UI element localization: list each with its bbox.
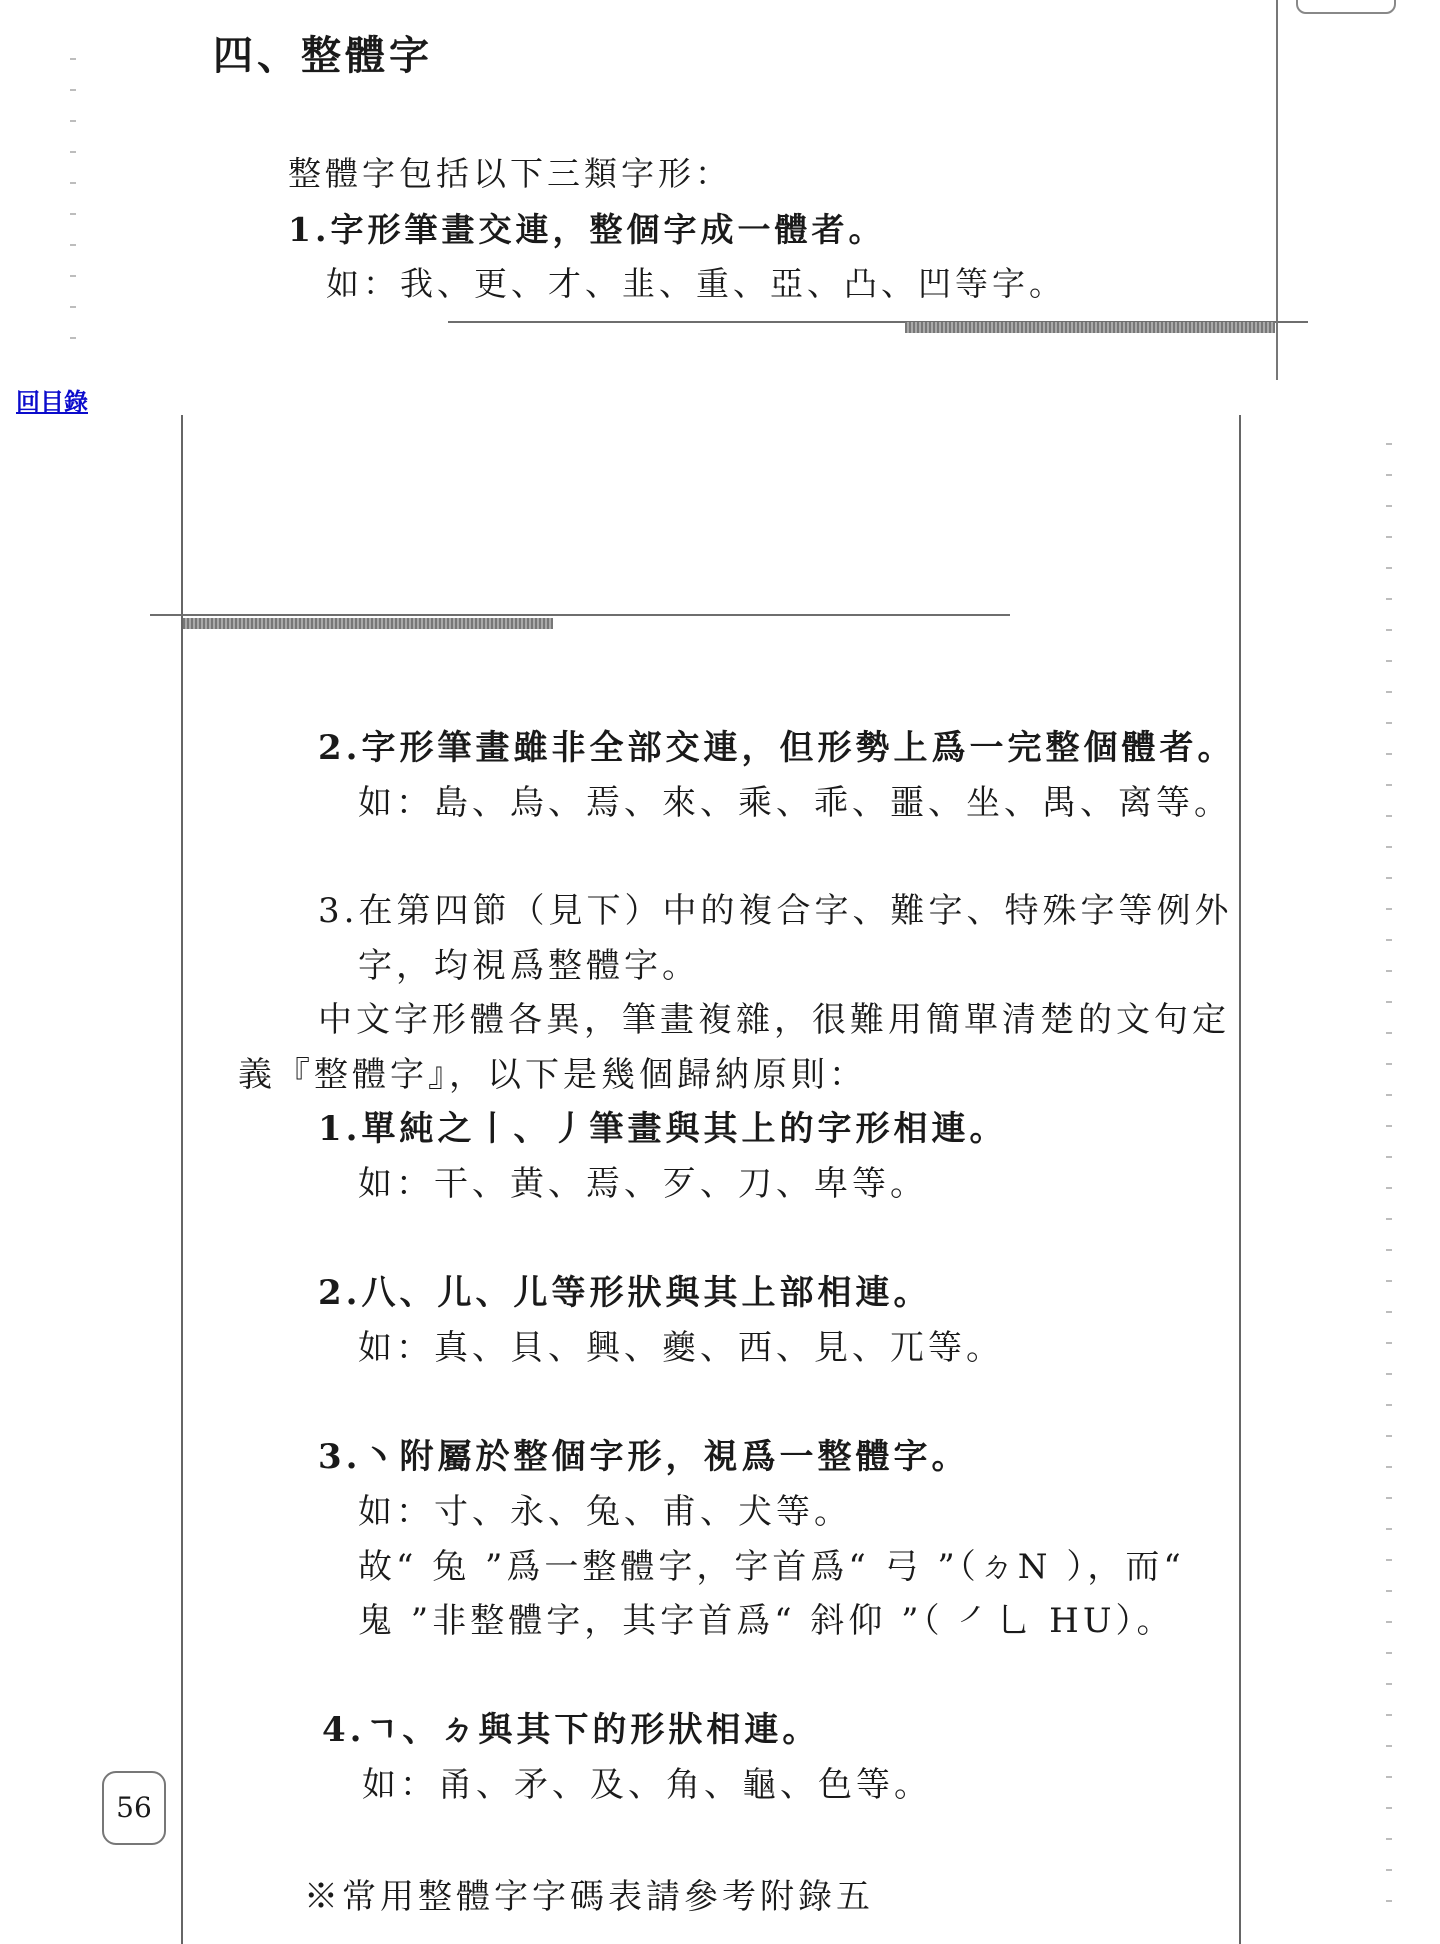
footnote: ※常用整體字字碼表請參考附錄五 bbox=[304, 1877, 874, 1917]
category-item-2: 2.字形筆畫雖非全部交連，但形勢上爲一完整個體者。 bbox=[318, 728, 1236, 768]
principle-1-example: 如：干、黄、焉、歹、刀、卑等。 bbox=[358, 1164, 928, 1204]
intro-text: 整體字包括以下三類字形： bbox=[288, 154, 732, 193]
category-item-2-example: 如：島、烏、焉、來、乘、乖、噩、坐、禺、离等。 bbox=[358, 783, 1232, 823]
category-item-1-example: 如：我、更、才、韭、重、亞、凸、凹等字。 bbox=[326, 264, 1066, 303]
page-fragment-top bbox=[0, 0, 1440, 380]
principle-4-example: 如：甬、矛、及、角、龜、色等。 bbox=[362, 1765, 932, 1805]
category-item-3-line2: 字，均視爲整體字。 bbox=[358, 946, 700, 986]
page-border-right bbox=[1239, 415, 1241, 1944]
principle-4: 4.ㄱ、ㄉ與其下的形狀相連。 bbox=[322, 1710, 821, 1750]
principle-2-example: 如：真、貝、興、夔、西、見、兀等。 bbox=[358, 1328, 1004, 1368]
category-item-3-line1: 3.在第四節（見下）中的複合字、難字、特殊字等例外 bbox=[318, 891, 1233, 931]
page-number: 56 bbox=[102, 1771, 166, 1845]
back-to-toc-link[interactable]: 回目錄 bbox=[16, 388, 88, 416]
principle-3-example: 如：寸、永、兔、甫、犬等。 bbox=[358, 1492, 852, 1532]
horizontal-rule bbox=[150, 614, 1010, 616]
page-56 bbox=[0, 415, 1440, 1944]
scan-noise bbox=[70, 40, 76, 360]
principle-2: 2.八、儿、儿等形狀與其上部相連。 bbox=[318, 1273, 932, 1313]
principle-3-note-2: 鬼 ”非整體字，其字首爲“ 斜仰 ”（ ㇒乚 HU）。 bbox=[358, 1601, 1175, 1641]
section-heading: 四、整體字 bbox=[213, 32, 433, 79]
horizontal-rule-bar bbox=[183, 618, 553, 629]
page-border-line bbox=[1276, 0, 1278, 380]
principle-3-note-1: 故“ 兔 ”爲一整體字，字首爲“ 弓 ”（ㄉN ），而“ bbox=[358, 1547, 1185, 1587]
scan-noise bbox=[1386, 425, 1392, 1925]
paragraph-line-2: 義『整體字』，以下是幾個歸納原則： bbox=[238, 1055, 867, 1095]
page-border-left bbox=[181, 415, 183, 1944]
principle-1: 1.單純之丨、丿筆畫與其上的字形相連。 bbox=[318, 1109, 1008, 1149]
horizontal-rule-bar bbox=[905, 322, 1275, 333]
page-corner-frame bbox=[1296, 0, 1396, 14]
principle-3: 3.丶附屬於整個字形，視爲一整體字。 bbox=[318, 1437, 970, 1477]
category-item-1: 1.字形筆畫交連，整個字成一體者。 bbox=[288, 210, 886, 249]
paragraph-line-1: 中文字形體各異，筆畫複雜，很難用簡單清楚的文句定 bbox=[318, 1000, 1230, 1040]
